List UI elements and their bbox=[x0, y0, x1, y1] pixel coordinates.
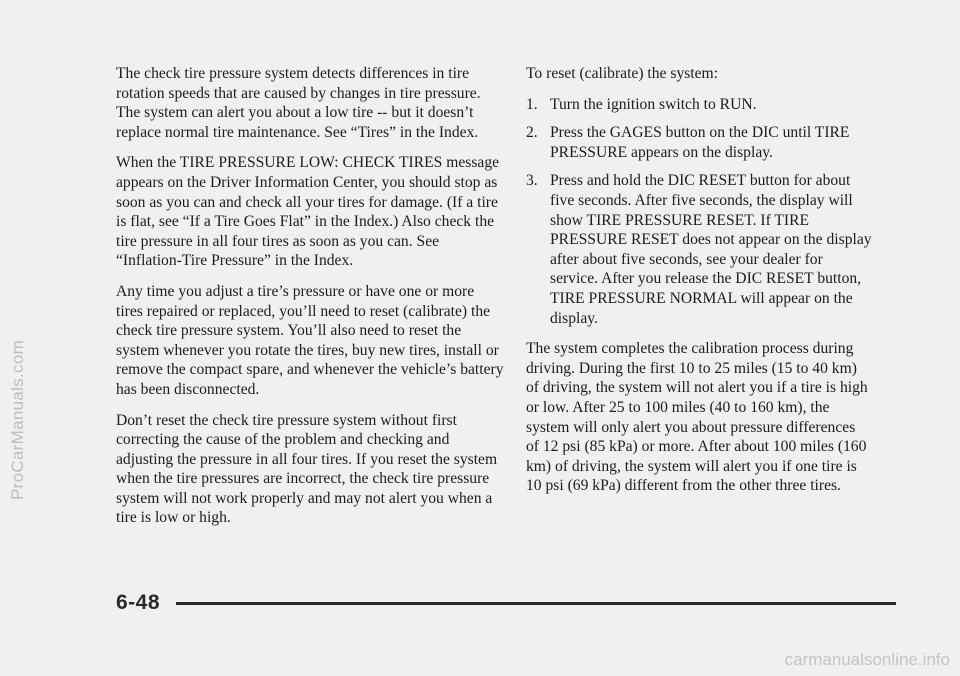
side-watermark: ProCarManuals.com bbox=[8, 339, 27, 500]
step-number: 3. bbox=[526, 172, 538, 190]
paragraph-calibration-process: The system completes the calibration process during driving. During the first 10 to 25 miles (15 to 40 km) of driving, the system will not alert you if a tire is high or low. After 25 to 100 miles (40 to 160 km), the system will only alert you about pressure differences of 12 psi (85 kPa) or more. After about 100 miles (160 km) of driving, the system will alert you if one tire is 10 psi (69 kPa) different from the other three tires. bbox=[526, 340, 868, 495]
reset-step bbox=[526, 171, 872, 328]
right-column bbox=[526, 64, 872, 507]
step-number: 2. bbox=[526, 124, 538, 142]
reset-step bbox=[526, 123, 872, 162]
paragraph-when-to-reset: Any time you adjust a tire’s pressure or have one or more tires repaired or replaced, you’ll need to reset (calibrate) the check tire pressure system. You’ll also need to reset the system whenever you rotate the tires, buy new tires, install or remove the compact spare, and whenever the vehicle’s battery has been disconnected. bbox=[116, 282, 504, 398]
paragraph-reset-caution: Don’t reset the check tire pressure system without first correcting the cause of the problem and checking and adjusting the pressure in all four tires. If you reset the system when the tire pressures are incorrect, the check tire pressure system will not work properly and may not alert you when a tire is low or high. bbox=[116, 411, 498, 527]
page-number: 6-48 bbox=[116, 591, 161, 614]
left-column bbox=[116, 64, 504, 539]
step-text: Press and hold the DIC RESET button for about five seconds. After five seconds, the display will show TIRE PRESSURE RESET. If TIRE PRESSURE RESET does not appear on the display after about five seconds, see your dealer for service. After you release the DIC RESET button, TIRE PRESSURE NORMAL will appear on the display. bbox=[550, 172, 872, 327]
reset-steps-list bbox=[526, 95, 872, 329]
paragraph-low-tire-message: When the TIRE PRESSURE LOW: CHECK TIRES message appears on the Driver Information Center, you should stop as soon as you can and check all your tires for damage. (If a tire is flat, see “If a Tire Goes Flat” in the Index.) Also check the tire pressure in all four tires as soon as you can. See “Inflation-Tire Pressure” in the Index. bbox=[116, 154, 500, 270]
step-text: Press the GAGES button on the DIC until TIRE PRESSURE appears on the display. bbox=[550, 124, 850, 161]
reset-intro: To reset (calibrate) the system: bbox=[526, 65, 719, 82]
page-footer bbox=[116, 591, 896, 615]
paragraph-system-overview: The check tire pressure system detects differences in tire rotation speeds that are caused by changes in tire pressure. The system can alert you about a low tire -- but it doesn’t replace normal tire maintenance. See “Tires” in the Index. bbox=[116, 65, 481, 141]
bottom-watermark: carmanualsonline.info bbox=[784, 650, 950, 669]
reset-step bbox=[526, 95, 872, 115]
step-number: 1. bbox=[526, 95, 538, 113]
step-text: Turn the ignition switch to RUN. bbox=[550, 95, 757, 113]
footer-rule bbox=[176, 602, 896, 605]
